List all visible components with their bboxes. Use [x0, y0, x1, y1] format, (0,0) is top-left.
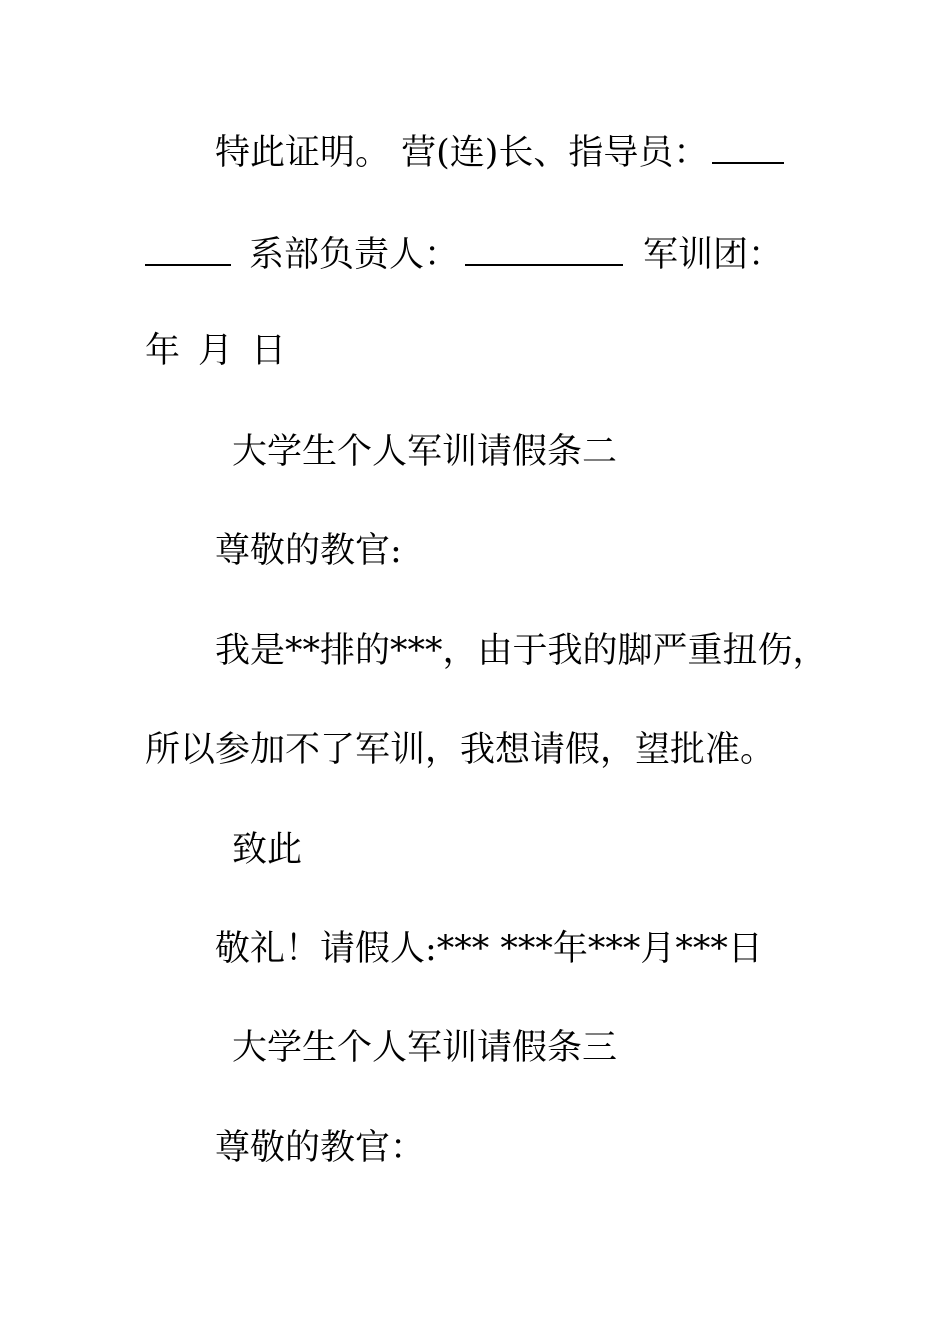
- date-day: 日: [251, 331, 287, 371]
- heading-letter-two: 大学生个人军训请假条二: [232, 432, 618, 472]
- body-line-2: 所以参加不了军训，我想请假，望批准。: [145, 730, 776, 770]
- department-head-blank: [465, 230, 623, 266]
- closing-line: 致此: [232, 830, 303, 870]
- department-head-label: 系部负责人：: [249, 235, 460, 275]
- salutation-letter-two: 尊敬的教官:: [215, 531, 402, 571]
- leader-signature-blank: [145, 230, 231, 266]
- salutation-letter-three: 尊敬的教官：: [215, 1128, 426, 1168]
- date-line: [145, 327, 286, 375]
- date-year: 年: [145, 331, 181, 371]
- signatures-line: [145, 230, 783, 279]
- heading-letter-three: 大学生个人军训请假条三: [232, 1028, 618, 1068]
- instructor-signature-blank: [712, 128, 784, 164]
- certification-text: 特此证明。 营(连)长、指导员：: [215, 133, 709, 173]
- training-regiment-label: 军训团：: [643, 235, 784, 275]
- certification-line: [215, 128, 784, 177]
- date-month: 月: [198, 331, 234, 371]
- body-line-1: 我是**排的***，由于我的脚严重扭伤，: [215, 631, 828, 671]
- signature-line: 敬礼！请假人:*** ***年***月***日: [215, 929, 763, 969]
